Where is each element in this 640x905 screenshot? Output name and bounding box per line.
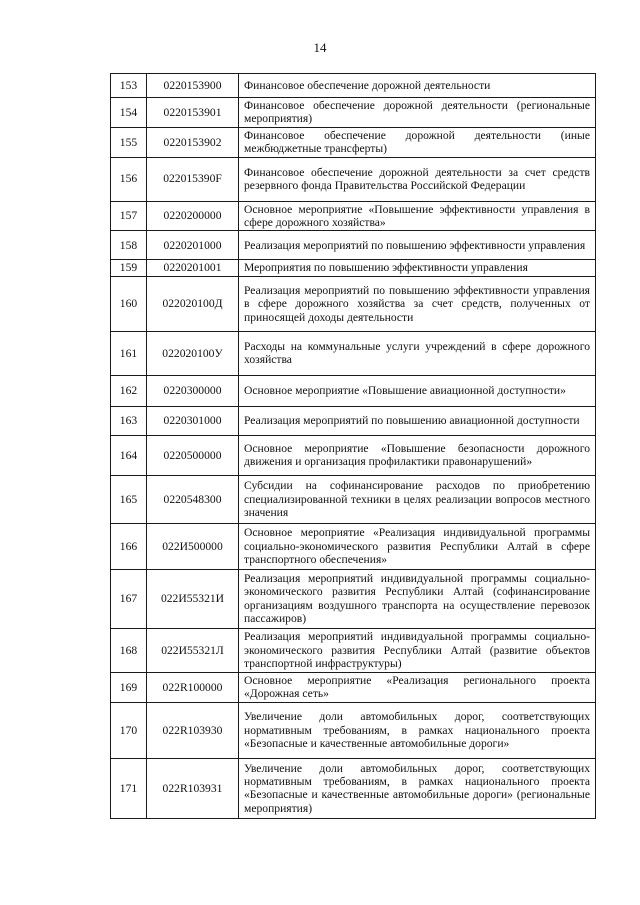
table-row	[111, 475, 596, 523]
row-code: 022020100Д	[147, 276, 239, 331]
row-name: Основное мероприятие «Реализация регионального проекта «Дорожная сеть»	[239, 672, 596, 702]
row-code: 0220500000	[147, 435, 239, 475]
table-row	[111, 74, 596, 98]
row-number: 154	[111, 98, 147, 128]
row-code: 022015390F	[147, 157, 239, 201]
row-name: Реализация мероприятий по повышению эффективности управления в сфере дорожного хозяйства за счет средств, полученных от приносящей доходы деятельности	[239, 276, 596, 331]
row-code: 0220201000	[147, 231, 239, 260]
row-code: 022И55321И	[147, 569, 239, 628]
table-row	[111, 201, 596, 231]
row-number: 166	[111, 523, 147, 569]
row-name: Финансовое обеспечение дорожной деятельности	[239, 74, 596, 98]
row-name: Субсидии на софинансирование расходов по приобретению специализированной техники в целях реализации вопросов местного значения	[239, 475, 596, 523]
row-number: 160	[111, 276, 147, 331]
row-code: 0220301000	[147, 406, 239, 435]
table-row	[111, 628, 596, 672]
row-name: Финансовое обеспечение дорожной деятельности (региональные мероприятия)	[239, 98, 596, 128]
table-row	[111, 276, 596, 331]
row-number: 155	[111, 127, 147, 157]
table-row	[111, 375, 596, 406]
table-row	[111, 157, 596, 201]
table-row	[111, 127, 596, 157]
table-row	[111, 406, 596, 435]
row-number: 165	[111, 475, 147, 523]
row-name: Финансовое обеспечение дорожной деятельности за счет средств резервного фонда Правительства Российской Федерации	[239, 157, 596, 201]
table-row	[111, 231, 596, 260]
row-code: 0220300000	[147, 375, 239, 406]
table-row	[111, 702, 596, 758]
row-number: 159	[111, 260, 147, 276]
table-row	[111, 260, 596, 276]
row-number: 163	[111, 406, 147, 435]
row-name: Реализация мероприятий по повышению авиационной доступности	[239, 406, 596, 435]
row-code: 022020100У	[147, 331, 239, 375]
row-number: 171	[111, 758, 147, 818]
row-number: 161	[111, 331, 147, 375]
row-code: 0220200000	[147, 201, 239, 231]
row-code: 0220153901	[147, 98, 239, 128]
row-number: 167	[111, 569, 147, 628]
table-row	[111, 435, 596, 475]
table-row	[111, 672, 596, 702]
table-row	[111, 98, 596, 128]
budget-classification-table	[110, 73, 596, 819]
row-name: Основное мероприятие «Повышение эффективности управления в сфере дорожного хозяйства»	[239, 201, 596, 231]
row-code: 022R100000	[147, 672, 239, 702]
row-number: 164	[111, 435, 147, 475]
row-code: 022И500000	[147, 523, 239, 569]
row-name: Реализация мероприятий индивидуальной программы социально-экономического развития Республики Алтай (развитие объектов транспортной инфраструктуры)	[239, 628, 596, 672]
table-row	[111, 569, 596, 628]
row-number: 153	[111, 74, 147, 98]
row-code: 022R103931	[147, 758, 239, 818]
row-code: 0220153902	[147, 127, 239, 157]
row-name: Мероприятия по повышению эффективности управления	[239, 260, 596, 276]
row-code: 0220201001	[147, 260, 239, 276]
table-row	[111, 758, 596, 818]
row-name: Увеличение доли автомобильных дорог, соответствующих нормативным требованиям, в рамках национального проекта «Безопасные и качественные автомобильные дороги» (региональные мероприятия)	[239, 758, 596, 818]
row-number: 169	[111, 672, 147, 702]
row-code: 022R103930	[147, 702, 239, 758]
row-number: 158	[111, 231, 147, 260]
table-row	[111, 523, 596, 569]
row-code: 0220153900	[147, 74, 239, 98]
row-number: 157	[111, 201, 147, 231]
row-name: Расходы на коммунальные услуги учреждений в сфере дорожного хозяйства	[239, 331, 596, 375]
row-name: Основное мероприятие «Реализация индивидуальной программы социально-экономического развития Республики Алтай в сфере транспортного обеспечения»	[239, 523, 596, 569]
row-name: Увеличение доли автомобильных дорог, соответствующих нормативным требованиям, в рамках национального проекта «Безопасные и качественные автомобильные дороги»	[239, 702, 596, 758]
row-name: Основное мероприятие «Повышение авиационной доступности»	[239, 375, 596, 406]
row-number: 170	[111, 702, 147, 758]
table-row	[111, 331, 596, 375]
row-name: Финансовое обеспечение дорожной деятельности (иные межбюджетные трансферты)	[239, 127, 596, 157]
row-name: Реализация мероприятий по повышению эффективности управления	[239, 231, 596, 260]
row-code: 0220548300	[147, 475, 239, 523]
page-number: 14	[313, 40, 327, 55]
row-code: 022И55321Л	[147, 628, 239, 672]
row-number: 162	[111, 375, 147, 406]
row-number: 156	[111, 157, 147, 201]
row-name: Реализация мероприятий индивидуальной программы социально-экономического развития Республики Алтай (софинансирование организациям воздушного транспорта на осуществление перевозок пассажиров)	[239, 569, 596, 628]
row-number: 168	[111, 628, 147, 672]
row-name: Основное мероприятие «Повышение безопасности дорожного движения и организация профилактики правонарушений»	[239, 435, 596, 475]
